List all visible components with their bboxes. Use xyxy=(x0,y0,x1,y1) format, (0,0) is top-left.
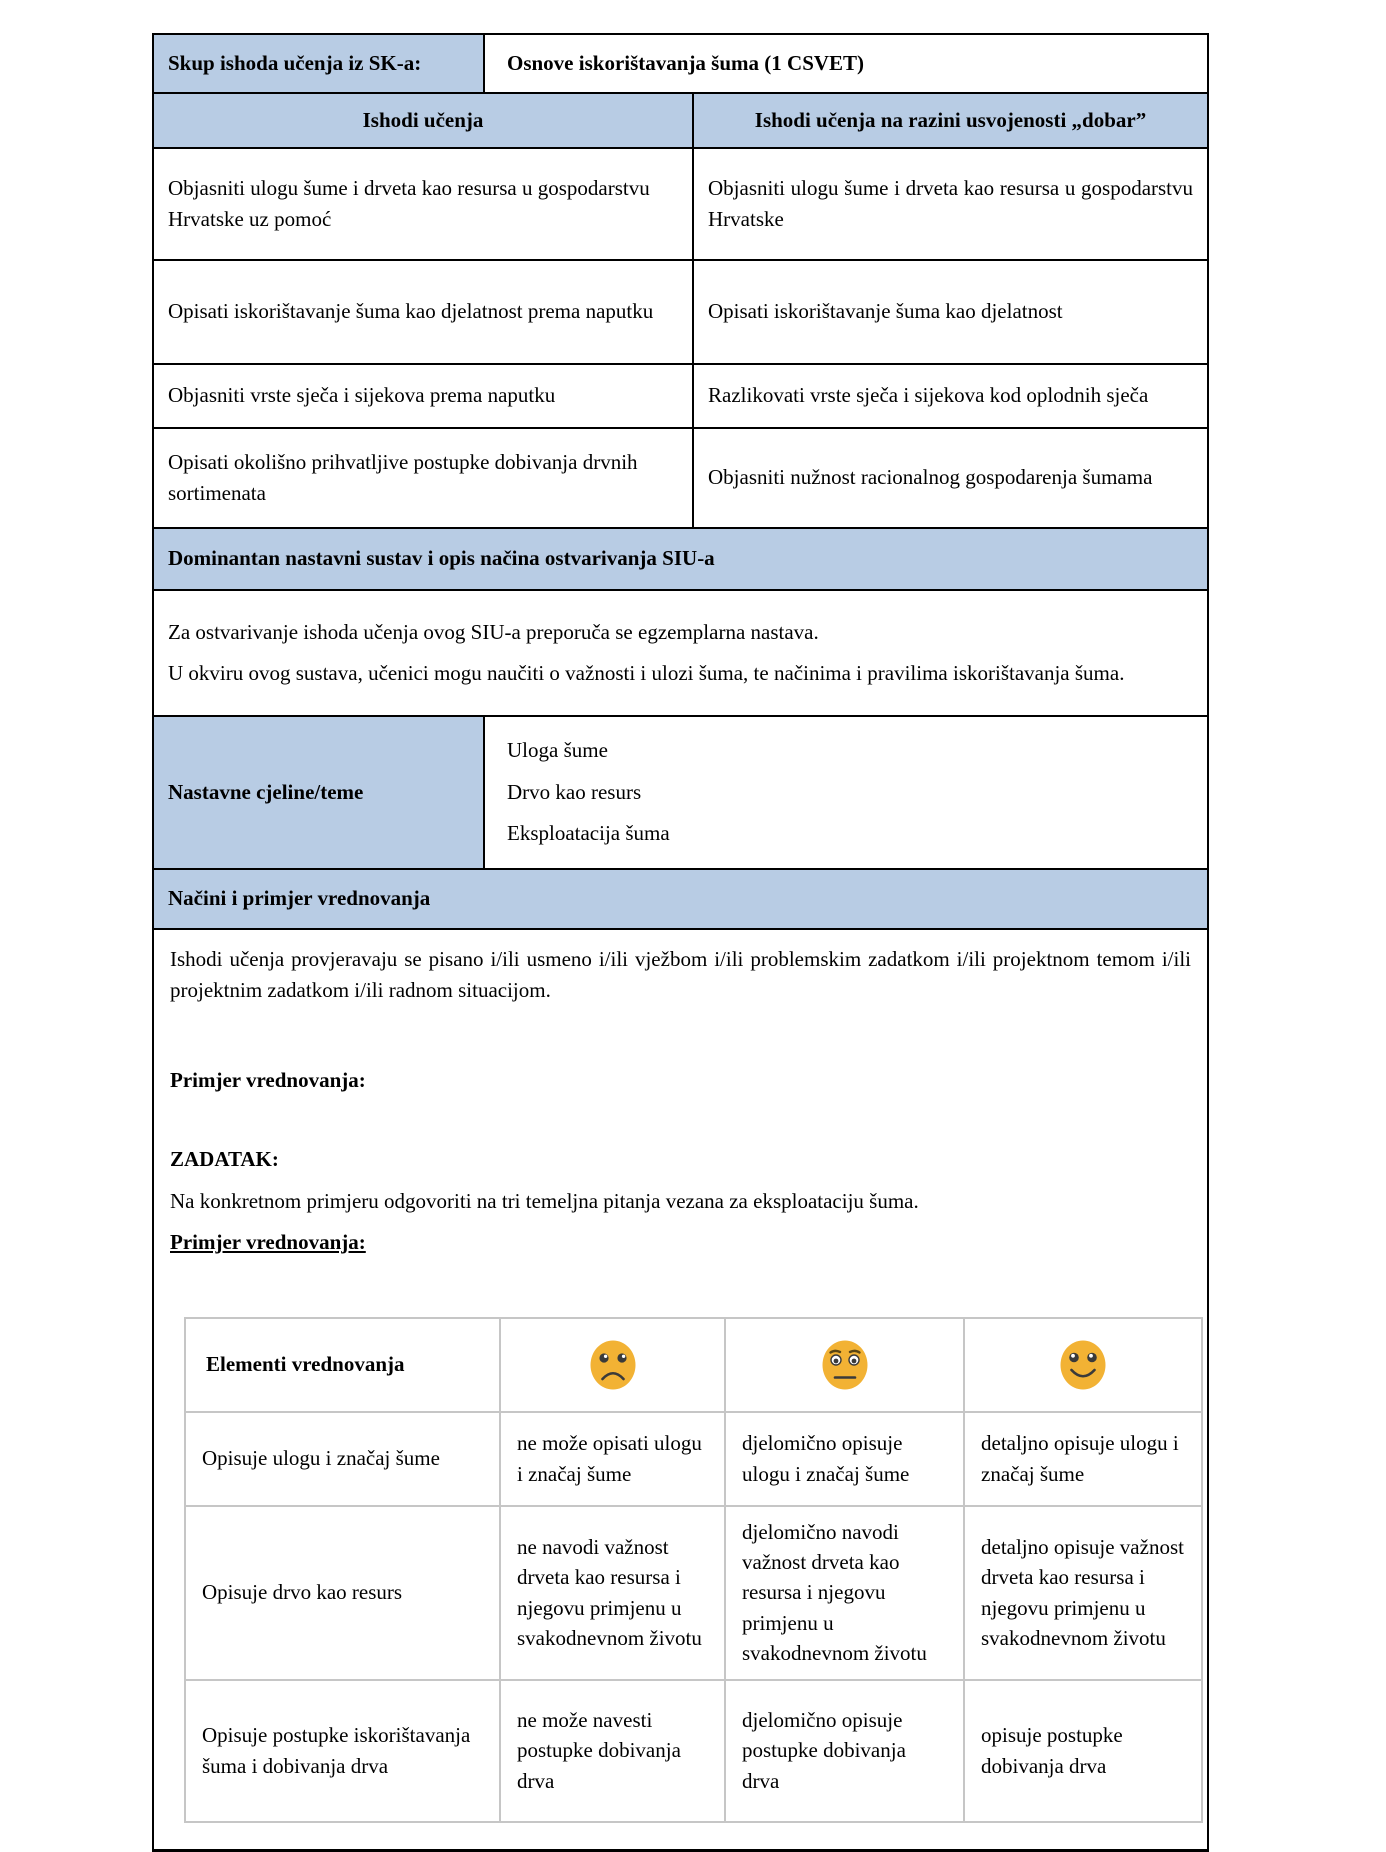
zadatak-label: ZADATAK: xyxy=(170,1147,279,1171)
rubric-bad: ne može opisati ulogu i značaj šume xyxy=(500,1412,725,1506)
neutral-face-icon xyxy=(821,1339,869,1391)
rubric-mid: djelomično opisuje ulogu i značaj šume xyxy=(725,1412,964,1506)
rubric-bad: ne može navesti postupke dobivanja drva xyxy=(500,1680,725,1822)
dominant-text-cell xyxy=(153,590,1208,716)
rubric-level-bad xyxy=(500,1318,725,1412)
rubric-element: Opisuje ulogu i značaj šume xyxy=(185,1412,500,1506)
unit-item: Uloga šume xyxy=(507,738,608,762)
outcome-right: Razlikovati vrste sječa i sijekova kod oplodnih sječa xyxy=(693,364,1208,428)
evaluation-content-row xyxy=(153,929,1208,1851)
rubric-row xyxy=(185,1412,1202,1506)
evaluation-intro: Ishodi učenja provjeravaju se pisano i/ili usmeno i/ili vježbom i/ili problemskim zadatkom i/ili projektnom temom i/ili projektnim zadatkom i/ili radnom situacijom. xyxy=(170,946,1192,1002)
dominant-header: Dominantan nastavni sustav i opis načina ostvarivanja SIU-a xyxy=(153,528,1208,590)
happy-face-icon xyxy=(1059,1339,1107,1391)
outcomes-row xyxy=(153,148,1208,260)
title-value: Osnove iskorištavanja šuma (1 CSVET) xyxy=(484,34,1208,93)
rubric-good: detaljno opisuje ulogu i značaj šume xyxy=(964,1412,1202,1506)
outcomes-header-row xyxy=(153,93,1208,148)
outcome-left: Opisati iskorištavanje šuma kao djelatnost prema naputku xyxy=(153,260,693,364)
units-list xyxy=(484,716,1208,869)
rubric-bad: ne navodi važnost drveta kao resursa i njegovu primjenu u svakodnevnom životu xyxy=(500,1506,725,1680)
units-label: Nastavne cjeline/teme xyxy=(153,716,484,869)
outcome-left: Objasniti vrste sječa i sijekova prema naputku xyxy=(153,364,693,428)
evaluation-header: Načini i primjer vrednovanja xyxy=(153,869,1208,929)
rubric-mid: djelomično navodi važnost drveta kao resursa i njegovu primjenu u svakodnevnom životu xyxy=(725,1506,964,1680)
rubric-header-row xyxy=(185,1318,1202,1412)
rubric-row xyxy=(185,1506,1202,1680)
units-row xyxy=(153,716,1208,869)
rubric-mid: djelomično opisuje postupke dobivanja drva xyxy=(725,1680,964,1822)
rubric-element: Opisuje postupke iskorištavanja šuma i dobivanja drva xyxy=(185,1680,500,1822)
title-row xyxy=(153,34,1208,93)
outcome-right: Objasniti nužnost racionalnog gospodarenja šumama xyxy=(693,428,1208,528)
rubric-good: opisuje postupke dobivanja drva xyxy=(964,1680,1202,1822)
dominant-paragraph-2: U okviru ovog sustava, učenici mogu naučiti o važnosti i ulozi šuma, te načinima i pravilima iskorištavanja šuma. xyxy=(168,661,1125,685)
curriculum-document xyxy=(152,33,1207,1852)
outcomes-col1-header: Ishodi učenja xyxy=(153,93,693,148)
rubric-element: Opisuje drvo kao resurs xyxy=(185,1506,500,1680)
dominant-text-row xyxy=(153,590,1208,716)
dominant-header-row xyxy=(153,528,1208,590)
rubric-level-good xyxy=(964,1318,1202,1412)
evaluation-content-cell xyxy=(153,929,1208,1851)
primjer-vrednovanja-label: Primjer vrednovanja: xyxy=(170,1067,366,1092)
outcomes-row xyxy=(153,428,1208,528)
rubric-row xyxy=(185,1680,1202,1822)
outcomes-row xyxy=(153,364,1208,428)
outcome-right: Opisati iskorištavanje šuma kao djelatnost xyxy=(693,260,1208,364)
unit-item: Eksploatacija šuma xyxy=(507,821,670,845)
zadatak-text: Na konkretnom primjeru odgovoriti na tri temeljna pitanja vezana za eksploataciju šuma. xyxy=(170,1188,919,1213)
rubric-table xyxy=(184,1317,1203,1823)
rubric-header-label: Elementi vrednovanja xyxy=(185,1318,500,1412)
outcomes-col2-header: Ishodi učenja na razini usvojenosti „dobar” xyxy=(693,93,1208,148)
primjer-vrednovanja-label-underlined: Primjer vrednovanja: xyxy=(170,1230,366,1254)
outcome-left: Opisati okolišno prihvatljive postupke dobivanja drvnih sortimenata xyxy=(153,428,693,528)
outcomes-row xyxy=(153,260,1208,364)
evaluation-header-row xyxy=(153,869,1208,929)
rubric-good: detaljno opisuje važnost drveta kao resursa i njegovu primjenu u svakodnevnom životu xyxy=(964,1506,1202,1680)
title-label: Skup ishoda učenja iz SK-a: xyxy=(153,34,484,93)
sad-face-icon xyxy=(589,1339,637,1391)
unit-item: Drvo kao resurs xyxy=(507,779,642,804)
dominant-paragraph-1: Za ostvarivanje ishoda učenja ovog SIU-a preporuča se egzemplarna nastava. xyxy=(168,619,819,644)
outcome-left: Objasniti ulogu šume i drveta kao resursa u gospodarstvu Hrvatske uz pomoć xyxy=(153,148,693,260)
main-table xyxy=(152,33,1209,1852)
outcome-right: Objasniti ulogu šume i drveta kao resursa u gospodarstvu Hrvatske xyxy=(693,148,1208,260)
rubric-level-mid xyxy=(725,1318,964,1412)
